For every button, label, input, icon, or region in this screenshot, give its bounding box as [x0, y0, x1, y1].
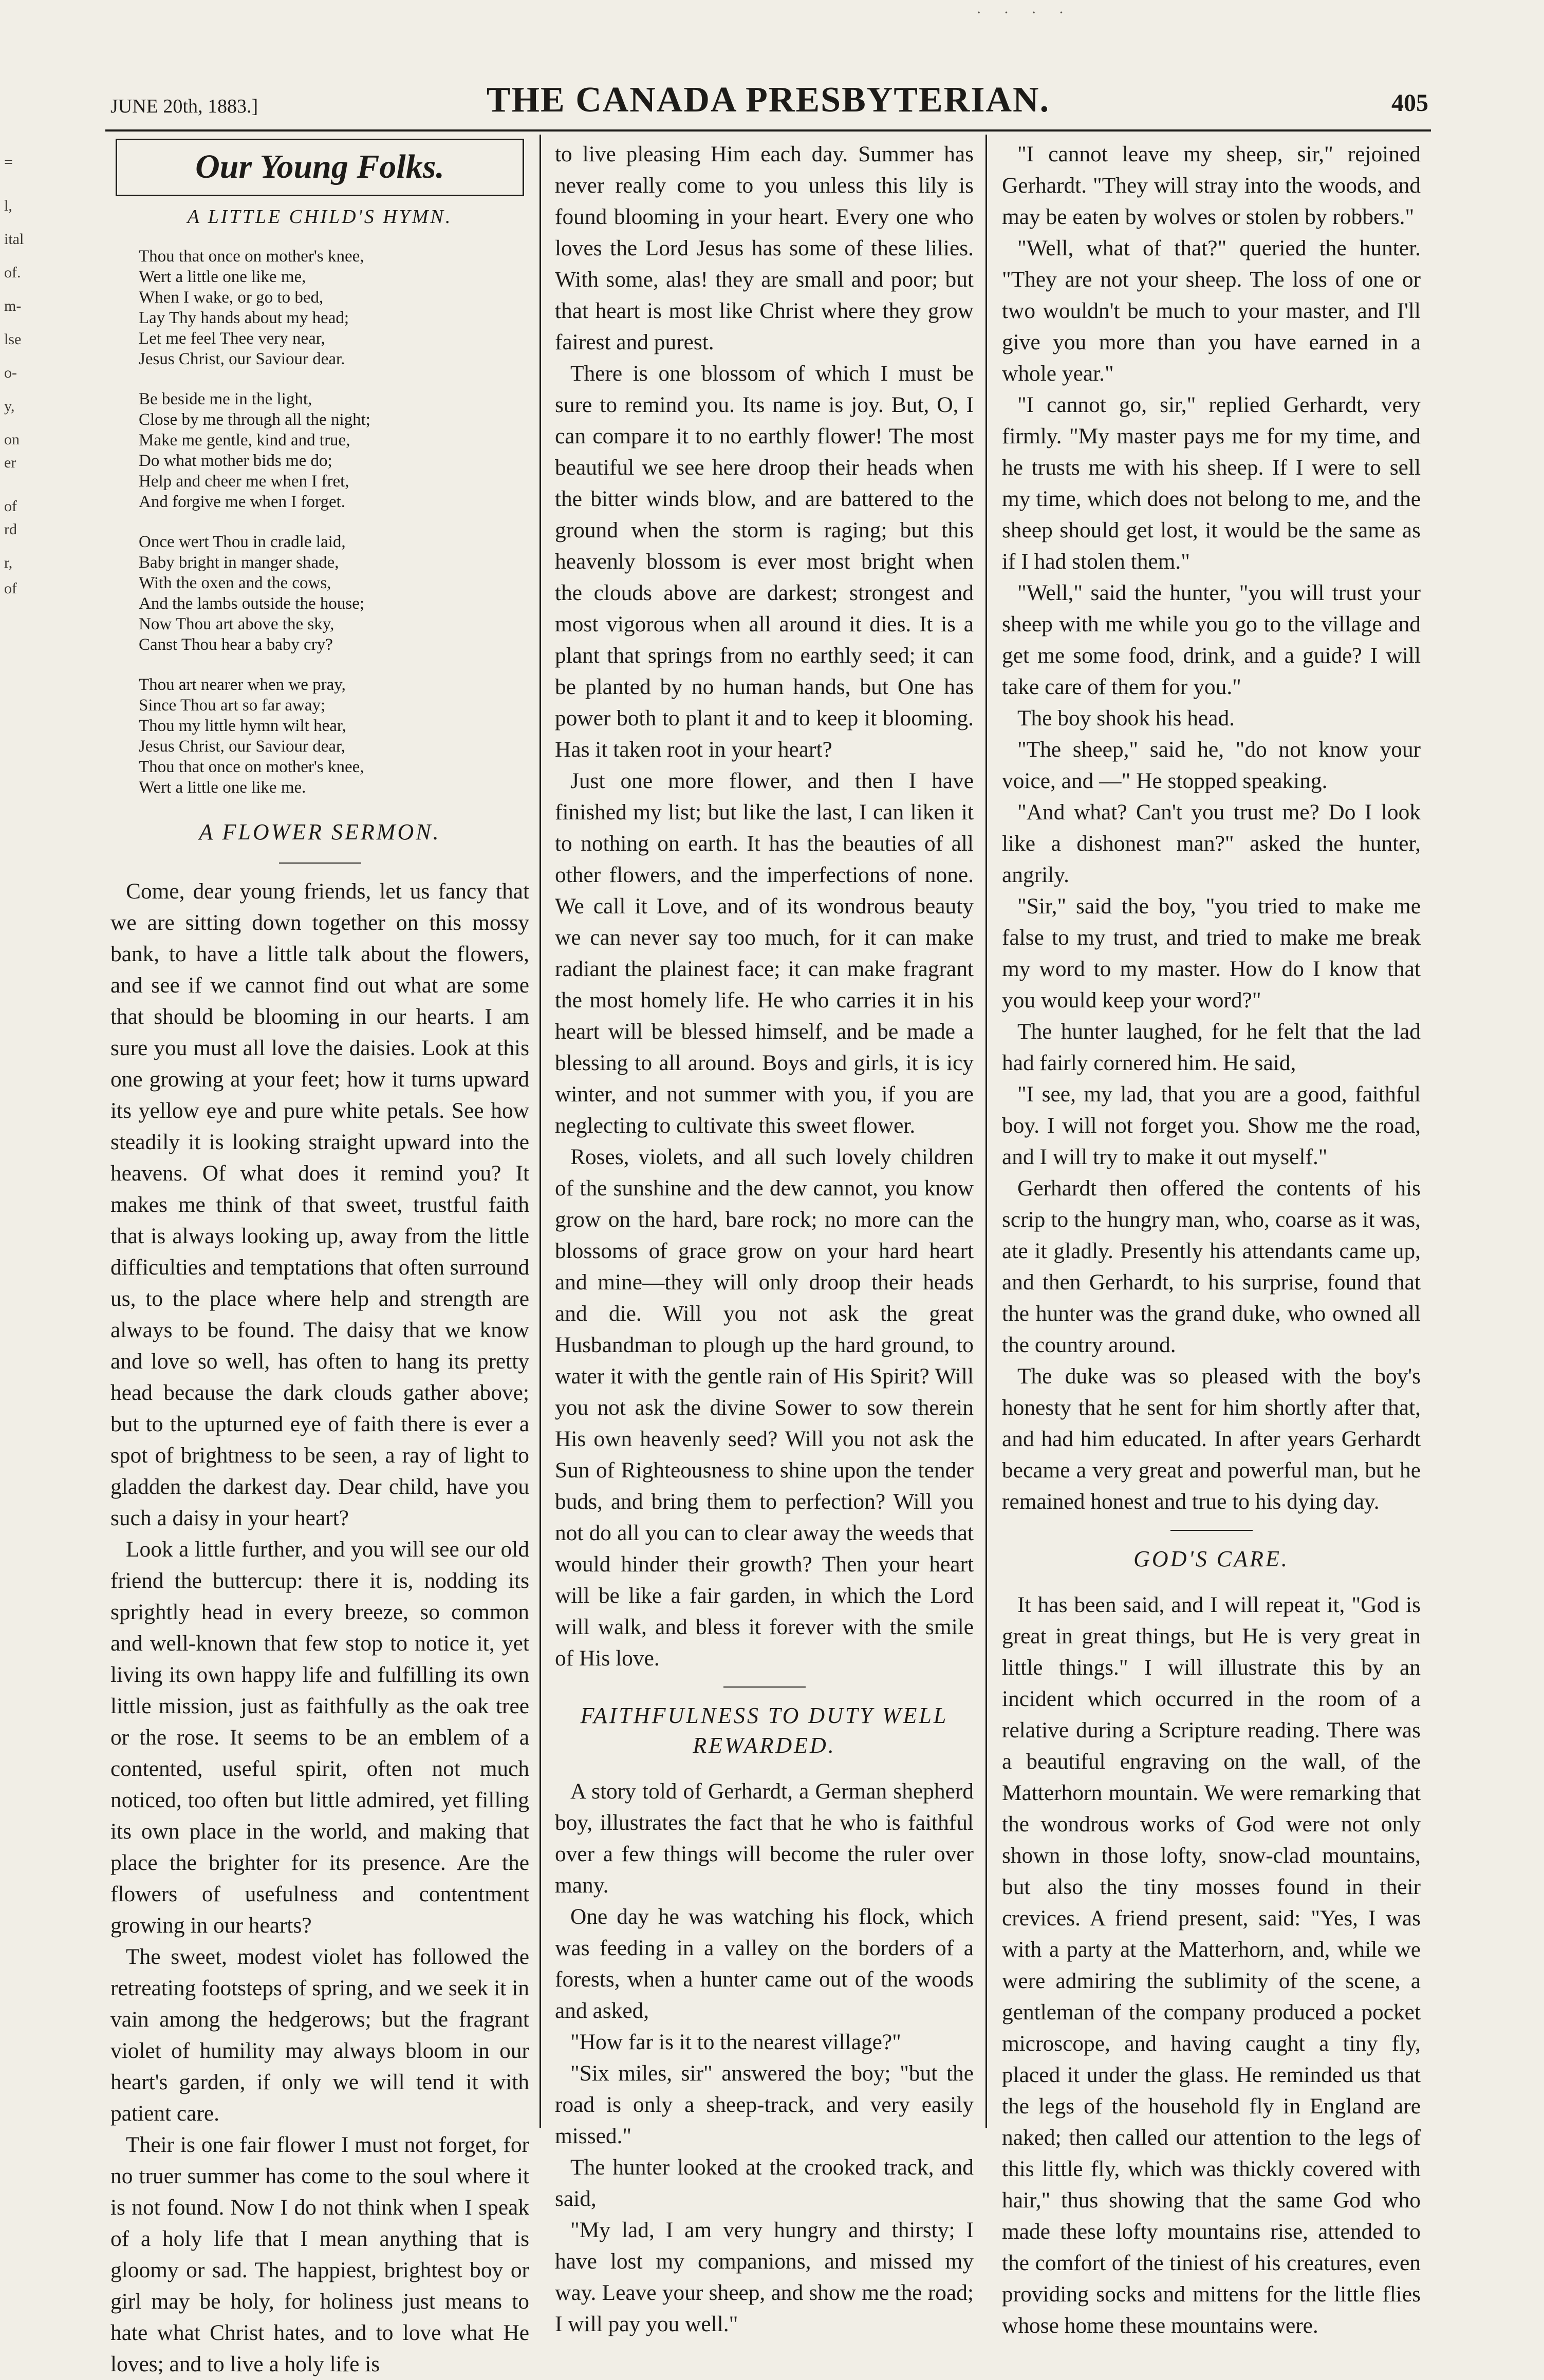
paragraph: Their is one fair flower I must not forget, for no truer summer has come to the soul where it is not found. Now I do not think when I speak of a holy life that I mean anything that is gloomy or sad. The happiest, brightest boy or girl may be holy, for holiness just means to hate what Christ hates, and to love what He loves; and to live a holy life is	[110, 2132, 529, 2376]
paragraph: "I see, my lad, that you are a good, faithful boy. I will not forget you. Show me the road, and I will try to make it out myself."	[1002, 1082, 1421, 1169]
margin-mark: of.	[4, 264, 21, 281]
hymn-line: And forgive me when I forget.	[139, 493, 346, 511]
hymn-line: Thou art nearer when we pray,	[139, 676, 346, 694]
margin-mark: r,	[4, 554, 13, 571]
hymn-line: Thou my little hymn wilt hear,	[139, 717, 346, 735]
issue-date: JUNE 20th, 1883.]	[110, 96, 258, 117]
paragraph: "The sheep," said he, "do not know your voice, and —" He stopped speaking.	[1002, 737, 1421, 793]
hymn-title: A LITTLE CHILD'S HYMN.	[187, 206, 453, 228]
paragraph: Just one more flower, and then I have finished my list; but like the last, I can liken it to nothing on earth. It has the beauties of all other flowers, and the imperfections of none. We call it Love, and of its wondrous beauty we can never say too much, for it can make radiant the plainest face; it can make fragrant the most homely life. He who carries it in his heart will be blessed himself, and be made a blessing to all around. Boys and girls, it is icy winter, and not summer with you, if you are neglecting to cultivate this sweet flower.	[555, 769, 974, 1138]
paragraph: Look a little further, and you will see our old friend the buttercup: there it is, nodding its sprightly head in every breeze, so common and well-known that few stop to notice it, yet living its own happy life and fulfilling its own little mission, just as faithfully as the oak tree or the rose. It seems to be an emblem of a contented, useful spirit, often not much noticed, too often but little admired, yet filling its own place in the world, and making that place the brighter for its presence. Are the flowers of usefulness and contentment growing in our hearts?	[110, 1537, 529, 1938]
paragraph: One day he was watching his flock, which was feeding in a valley on the borders of a forests, when a hunter came out of the woods and asked,	[555, 1904, 974, 2023]
column-2	[555, 139, 974, 2336]
page-number: 405	[1391, 89, 1428, 117]
hymn-line: Wert a little one like me.	[139, 778, 306, 797]
hymn-stanza	[139, 246, 529, 369]
paragraph: "Sir," said the boy, "you tried to make me false to my trust, and tried to make me break my word to my master. How do I know that you would keep your word?"	[1002, 894, 1421, 1013]
hymn-line: With the oxen and the cows,	[139, 574, 331, 592]
hymn-line: Since Thou art so far away;	[139, 696, 326, 715]
margin-mark: y,	[4, 398, 15, 415]
paragraph: "I cannot leave my sheep, sir," rejoined Gerhardt. "They will stray into the woods, and may be eaten by wolves or stolen by robbers."	[1002, 142, 1421, 229]
page-header	[105, 80, 1431, 126]
hymn-line: Help and cheer me when I fret,	[139, 472, 349, 491]
hymn-line: Be beside me in the light,	[139, 390, 312, 408]
header-rule	[105, 129, 1431, 132]
hymn-line: Thou that once on mother's knee,	[139, 758, 364, 776]
hymn	[110, 246, 529, 798]
margin-mark: l,	[4, 197, 12, 214]
margin-mark: lse	[4, 331, 22, 348]
paragraph: The hunter looked at the crooked track, and said,	[555, 2155, 974, 2211]
margin-mark: ital	[4, 231, 24, 248]
title-rule	[279, 863, 361, 864]
hymn-line: Canst Thou hear a baby cry?	[139, 635, 333, 654]
paragraph: "Well, what of that?" queried the hunter. "They are not your sheep. The loss of one or two wouldn't be much to your master, and I'll give you more than you have earned in a whole year."	[1002, 236, 1421, 386]
paragraph: "Well," said the hunter, "you will trust your sheep with me while you go to the village and get me some food, drink, and a guide? I will take care of them for you."	[1002, 580, 1421, 699]
paragraph: "I cannot go, sir," replied Gerhardt, very firmly. "My master pays me for my time, and he trusts me with his sheep. If I were to sell my time, which does not belong to me, and the sheep should get lost, it would be the same as if I had stolen them."	[1002, 392, 1421, 574]
paragraph: "My lad, I am very hungry and thirsty; I have lost my companions, and missed my way. Leave your sheep, and show me the road; I will pay you well."	[555, 2218, 974, 2336]
paragraph: A story told of Gerhardt, a German shepherd boy, illustrates the fact that he who is faithful over a few things will become the ruler over many.	[555, 1779, 974, 1898]
hymn-stanza	[139, 674, 529, 798]
paragraph: Come, dear young friends, let us fancy that we are sitting down together on this mossy bank, to have a little talk about the flowers, and see if we cannot find out what are some that should be blooming in our hearts. I am sure you must all love the daisies. Look at this one growing at your feet; how it turns upward its yellow eye and pure white petals. See how steadily it is looking straight upward into the heavens. Of what does it remind you? It makes me think of that sweet, trustful faith that is always looking up, away from the little difficulties and temptations that often surround us, to the place where help and strength are always to be found. The daisy that we know and love so well, has often to hang its pretty head because the dark clouds gather above; but to the upturned eye of faith there is ever a spot of brightness to be seen, a ray of light to gladden the darkest day. Dear child, have you such a daisy in your heart?	[110, 879, 530, 1530]
margin-mark: rd	[4, 521, 17, 538]
paragraph: Roses, violets, and all such lovely children of the sunshine and the dew cannot, you know grow on the hard, bare rock; no more can the blossoms of grace grow on your hard heart and mine—they will only droop their heads and die. Will you not ask the great Husbandman to plough up the hard ground, to water it with the gentle rain of His Spirit? Will you not ask the divine Sower to sow therein His own heavenly seed? Will you not ask the Sun of Righteousness to shine upon the tender buds, and bring them to perfection? Will you not do all you can to clear away the weeds that would hinder their growth? Then your heart will be like a fair garden, in which the Lord will walk, and bless it forever with the smile of His love.	[555, 1145, 974, 1671]
hymn-line: Do what mother bids me do;	[139, 452, 332, 470]
hymn-line: Jesus Christ, our Saviour dear.	[139, 350, 345, 368]
care-title: GOD'S CARE.	[1133, 1546, 1289, 1571]
paragraph: The hunter laughed, for he felt that the lad had fairly cornered him. He said,	[1002, 1019, 1421, 1075]
column-rule	[985, 135, 987, 2128]
paragraph: to live pleasing Him each day. Summer has never really come to you unless this lily is found blooming in your heart. Every one who loves the Lord Jesus has some of these lilies. With some, alas! they are small and poor; but that heart is most like Christ where they grow fairest and purest.	[555, 142, 974, 354]
hymn-line: And the lambs outside the house;	[139, 594, 365, 613]
ink-specks: · · · ·	[976, 4, 1073, 21]
paragraph: Gerhardt then offered the contents of his scrip to the hungry man, who, coarse as it was, ate it gladly. Presently his attendants came up, and then Gerhardt, to his surprise, found that the hunter was the grand duke, who owned all the country around.	[1002, 1176, 1421, 1357]
paragraph: It has been said, and I will repeat it, "God is great in great things, but He is very great in little things." I will illustrate this by an incident which occurred in the room of a relative during a Scripture reading. There was a beautiful engraving on the wall, of the Matterhorn mountain. We were remarking that the wondrous works of God were not only shown in those lofty, snow-clad mountains, but also the tiny mosses found in their crevices. A friend present, said: "Yes, I was with a party at the Matterhorn, and, while we were admiring the sublimity of the scene, a gentleman of the company produced a pocket microscope, and having caught a tiny fly, placed it under the glass. He reminded us that the legs of the household fly in England are naked; then called our attention to the legs of this little fly, which was thickly covered with hair," thus showing that the same God who made these lofty mountains rise, attended to the comfort of the tiniest of his creatures, even providing socks and mittens for the little flies whose home these mountains were.	[1002, 1592, 1421, 2338]
newspaper-title: THE CANADA PRESBYTERIAN.	[486, 80, 1050, 120]
margin-mark: er	[4, 454, 16, 471]
margin-mark: =	[4, 154, 13, 171]
hymn-line: Once wert Thou in cradle laid,	[139, 533, 346, 551]
section-title: Our Young Folks.	[195, 148, 444, 185]
hymn-line: Now Thou art above the sky,	[139, 615, 334, 633]
hymn-line: Baby bright in manger shade,	[139, 553, 339, 572]
column-rule	[540, 135, 541, 2128]
paragraph: The boy shook his head.	[1017, 706, 1235, 730]
paragraph: "And what? Can't you trust me? Do I look like a dishonest man?" asked the hunter, angrily.	[1002, 800, 1421, 887]
margin-mark: of	[4, 498, 17, 515]
margin-mark: m-	[4, 297, 22, 314]
section-rule	[723, 1686, 806, 1688]
hymn-line: Jesus Christ, our Saviour dear,	[139, 737, 345, 756]
hymn-line: When I wake, or go to bed,	[139, 288, 324, 307]
hymn-stanza	[139, 389, 529, 512]
paragraph: The duke was so pleased with the boy's honesty that he sent for him shortly after that, and had him educated. In after years Gerhardt became a very great and powerful man, but he remained honest and true to his dying day.	[1002, 1364, 1421, 1514]
paragraph: There is one blossom of which I must be sure to remind you. Its name is joy. But, O, I can compare it to no earthly flower! The most beautiful we see here droop their heads when the bitter winds blow, and are battered to the ground when the storm is raging; but this heavenly blossom is ever most bright when the clouds above are darkest; strongest and most vigorous when all around it dies. It is a plant that springs from no earthly seed; it can be planted by no human hands, but One has power both to plant it and to keep it blooming. Has it taken root in your heart?	[555, 361, 974, 762]
hymn-stanza	[139, 532, 529, 655]
hymn-line: Let me feel Thee very near,	[139, 329, 325, 348]
margin-mark: on	[4, 431, 20, 448]
margin-marks	[0, 77, 41, 745]
hymn-line: Close by me through all the night;	[139, 410, 370, 429]
hymn-line: Make me gentle, kind and true,	[139, 431, 350, 449]
column-1	[110, 139, 530, 2376]
section-banner	[116, 139, 524, 196]
margin-mark: of	[4, 580, 17, 597]
hymn-line: Lay Thy hands about my head;	[139, 309, 349, 327]
column-3	[1002, 139, 1421, 2338]
paragraph: "Six miles, sir" answered the boy; "but the road is only a sheep-track, and very easily missed."	[555, 2061, 974, 2148]
hymn-line: Wert a little one like me,	[139, 268, 306, 286]
paragraph: "How far is it to the nearest village?"	[570, 2030, 901, 2054]
sermon-title: A FLOWER SERMON.	[199, 819, 441, 845]
margin-mark: o-	[4, 364, 17, 381]
section-rule	[1170, 1530, 1253, 1531]
hymn-line: Thou that once on mother's knee,	[139, 247, 364, 266]
story-title: FAITHFULNESS TO DUTY WELL REWARDED.	[580, 1703, 948, 1758]
paragraph: The sweet, modest violet has followed the retreating footsteps of spring, and we seek it in vain among the hedgerows; but the fragrant violet of humility may always bloom in our heart's garden, if only we will tend it with patient care.	[110, 1944, 529, 2126]
